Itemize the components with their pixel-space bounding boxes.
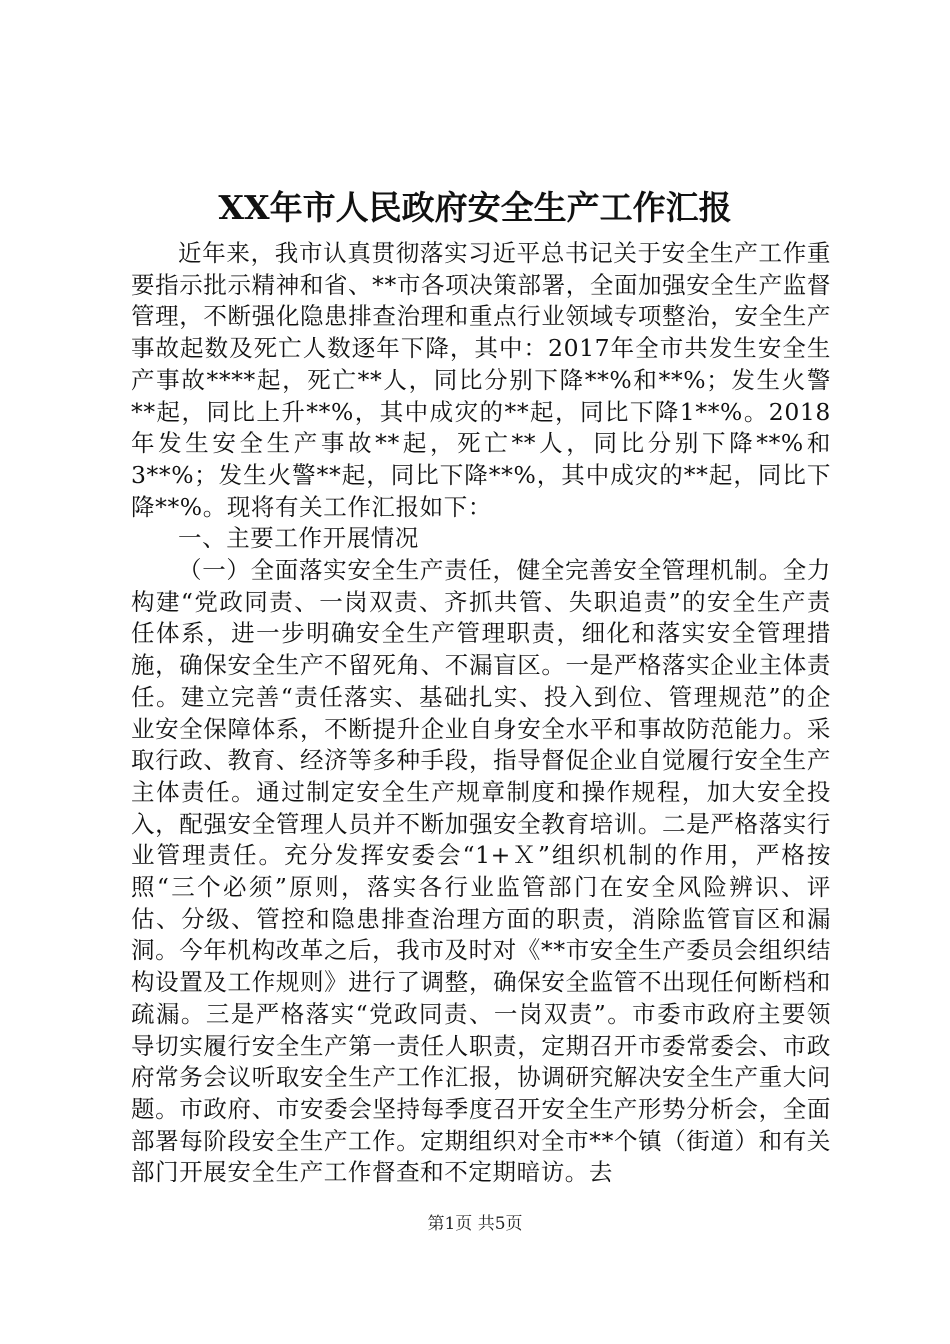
document-body [131, 238, 831, 1189]
body-paragraph: （一）全面落实安全生产责任，健全完善安全管理机制。全力构建“党政同责、一岗双责、齐抓共管、失职追责”的安全生产责任体系，进一步明确安全生产管理职责，细化和落实安全管理措施，确保安全生产不留死角、不漏盲区。一是严格落实企业主体责任。建立完善“责任落实、基础扎实、投入到位、管理规范”的企业安全保障体系，不断提升企业自身安全水平和事故防范能力。采取行政、教育、经济等多种手段，指导督促企业自觉履行安全生产主体责任。通过制定安全生产规章制度和操作规程，加大安全投入，配强安全管理人员并不断加强安全教育培训。二是严格落实行业管理责任。充分发挥安委会“1+Ｘ”组织机制的作用，严格按照“三个必须”原则，落实各行业监管部门在安全风险辨识、评估、分级、管控和隐患排查治理方面的职责，消除监管盲区和漏洞。今年机构改革之后，我市及时对《**市安全生产委员会组织结构设置及工作规则》进行了调整，确保安全监管不出现任何断档和疏漏。三是严格落实“党政同责、一岗双责”。市委市政府主要领导切实履行安全生产第一责任人职责，定期召开市委常委会、市政府常务会议听取安全生产工作汇报，协调研究解决安全生产重大问题。市政府、市安委会坚持每季度召开安全生产形势分析会，全面部署每阶段安全生产工作。定期组织对全市**个镇（街道）和有关部门开展安全生产工作督查和不定期暗访。去 [131, 556, 831, 1187]
page-number-footer: 第1页 共5页 [427, 1214, 523, 1234]
intro-paragraph: 近年来，我市认真贯彻落实习近平总书记关于安全生产工作重要指示批示精神和省、**市各项决策部署，全面加强安全生产监督管理，不断强化隐患排查治理和重点行业领域专项整治，安全生产事故起数及死亡人数逐年下降，其中：2017年全市共发生安全生产事故****起，死亡**人，同比分别下降**%和**%；发生火警**起，同比上升**%，其中成灾的**起，同比下降1**%。2018年发生安全生产事故**起，死亡**人，同比分别下降**%和3**%；发生火警**起，同比下降**%，其中成灾的**起，同比下降**%。现将有关工作汇报如下： [131, 239, 831, 521]
document-title: XX年市人民政府安全生产工作汇报 [218, 188, 732, 227]
section-heading: 一、主要工作开展情况 [178, 524, 419, 553]
